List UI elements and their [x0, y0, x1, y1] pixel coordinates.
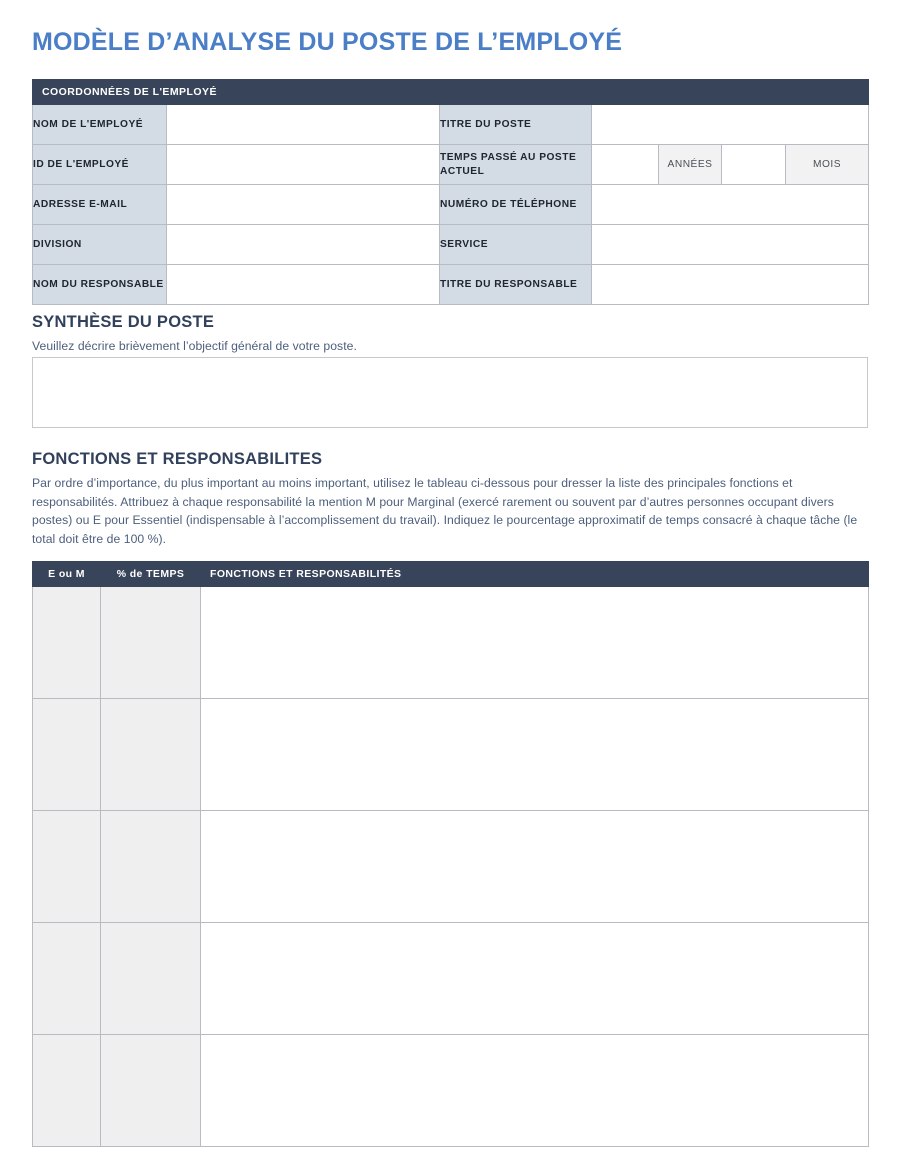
synthese-textarea[interactable]	[32, 357, 868, 428]
table-row	[33, 145, 869, 185]
employee-info-band	[33, 80, 869, 105]
duties-table-header-row	[33, 562, 869, 587]
cell-pct-temps[interactable]	[101, 923, 201, 1035]
field-division[interactable]	[167, 225, 440, 265]
cell-e-ou-m[interactable]	[33, 923, 101, 1035]
cell-description[interactable]	[201, 587, 869, 699]
table-row	[33, 1035, 869, 1147]
cell-e-ou-m[interactable]	[33, 811, 101, 923]
label-annees: ANNÉES	[659, 145, 722, 185]
fonctions-subtitle: Par ordre d’importance, du plus important au moins important, utilisez le tableau ci-dessous pour dresser la liste des principales fonctions et responsabilités. Attribuez à chaque responsabilité la mention M pour Marginal (exercé rarement ou souvent par d’autres personnes occupant divers postes) ou E pour Essentiel (indispensable à l’accomplissement du travail). Indiquez le pourcentage approximatif de temps consacré à chaque tâche (le total doit être de 100 %).	[32, 476, 858, 546]
table-row	[33, 811, 869, 923]
synthese-heading: SYNTHÈSE DU POSTE	[32, 313, 215, 331]
cell-pct-temps[interactable]	[101, 811, 201, 923]
employee-info-table	[32, 79, 869, 305]
label-titre-responsable: TITRE DU RESPONSABLE	[440, 265, 592, 305]
field-adresse-email[interactable]	[167, 185, 440, 225]
label-nom-employe: NOM DE L'EMPLOYÉ	[33, 105, 167, 145]
cell-pct-temps[interactable]	[101, 699, 201, 811]
label-id-employe: ID DE L'EMPLOYÉ	[33, 145, 167, 185]
field-numero-telephone[interactable]	[592, 185, 869, 225]
duties-table	[32, 561, 869, 1147]
label-division: DIVISION	[33, 225, 167, 265]
field-nom-employe[interactable]	[167, 105, 440, 145]
field-id-employe[interactable]	[167, 145, 440, 185]
cell-description[interactable]	[201, 1035, 869, 1147]
field-annees-value[interactable]	[592, 145, 659, 185]
cell-pct-temps[interactable]	[101, 587, 201, 699]
label-service: SERVICE	[440, 225, 592, 265]
field-mois-value[interactable]	[722, 145, 786, 185]
table-row	[33, 265, 869, 305]
employee-info-section	[32, 79, 869, 305]
duties-section	[32, 561, 869, 1147]
table-row	[33, 105, 869, 145]
synthese-subtitle: Veuillez décrire brièvement l’objectif général de votre poste.	[32, 339, 357, 353]
field-service[interactable]	[592, 225, 869, 265]
cell-description[interactable]	[201, 923, 869, 1035]
column-header-e-ou-m: E ou M	[33, 562, 101, 587]
label-titre-poste: TITRE DU POSTE	[440, 105, 592, 145]
label-mois: MOIS	[786, 145, 869, 185]
page-title: MODÈLE D’ANALYSE DU POSTE DE L’EMPLOYÉ	[32, 28, 623, 56]
cell-e-ou-m[interactable]	[33, 1035, 101, 1147]
column-header-fonctions: FONCTIONS ET RESPONSABILITÉS	[201, 562, 869, 587]
label-temps-passe-poste: TEMPS PASSÉ AU POSTE ACTUEL	[440, 145, 592, 185]
table-row	[33, 923, 869, 1035]
table-row	[33, 225, 869, 265]
field-nom-responsable[interactable]	[167, 265, 440, 305]
field-titre-poste[interactable]	[592, 105, 869, 145]
field-titre-responsable[interactable]	[592, 265, 869, 305]
cell-e-ou-m[interactable]	[33, 587, 101, 699]
cell-pct-temps[interactable]	[101, 1035, 201, 1147]
cell-e-ou-m[interactable]	[33, 699, 101, 811]
table-row	[33, 699, 869, 811]
table-row	[33, 587, 869, 699]
cell-description[interactable]	[201, 699, 869, 811]
table-row	[33, 185, 869, 225]
column-header-pct-temps: % de TEMPS	[101, 562, 201, 587]
label-nom-responsable: NOM DU RESPONSABLE	[33, 265, 167, 305]
label-adresse-email: ADRESSE E-MAIL	[33, 185, 167, 225]
employee-info-band-title: COORDONNÉES DE L'EMPLOYÉ	[33, 80, 869, 105]
label-numero-telephone: NUMÉRO DE TÉLÉPHONE	[440, 185, 592, 225]
fonctions-heading: FONCTIONS ET RESPONSABILITES	[32, 450, 323, 468]
cell-description[interactable]	[201, 811, 869, 923]
